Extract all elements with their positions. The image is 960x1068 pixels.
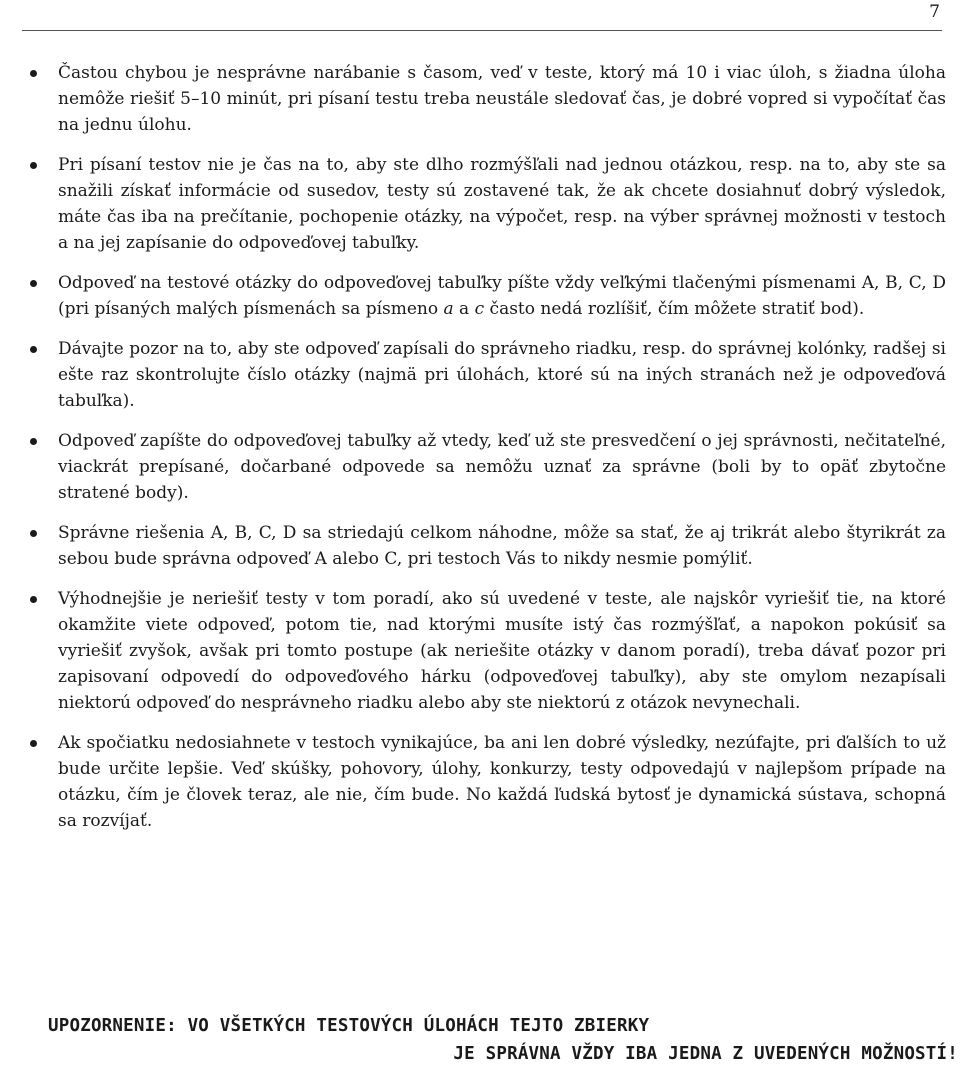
list-item-text: Správne riešenia A, B, C, D sa striedajú celkom náhodne, môže sa stať, že aj trikrát alebo štyrikrát za sebou bude správna odpoveď A alebo C, pri testoch Vás to nikdy nesmie pomýliť.	[58, 523, 946, 569]
warning-line-2: JE SPRÁVNA VŽDY IBA JEDNA Z UVEDENÝCH MOŽNOSTÍ!	[453, 1044, 958, 1064]
bullet-icon	[30, 70, 37, 77]
variable-a: a	[443, 299, 454, 319]
list-item-text: Výhodnejšie je neriešiť testy v tom poradí, ako sú uvedené v teste, ale najskôr vyriešiť tie, na ktoré okamžite viete odpoveď, potom tie, nad ktorými musíte istý čas rozmýšľať, a napokon pokúsiť sa vyriešiť zvyšok, avšak pri tomto postupe (ak neriešite otázky v danom poradí), treba dávať pozor pri zapisovaní odpovedí do odpoveďového hárku (odpoveďovej tabuľky), aby ste omylom nezapísali niektorú odpoveď do nesprávneho riadku alebo aby ste niektorú z otázok nevynechali.	[58, 589, 946, 713]
list-item-text: Pri písaní testov nie je čas na to, aby ste dlho rozmýšľali nad jednou otázkou, resp. na to, aby ste sa snažili získať informácie od susedov, testy sú zostavené tak, že ak chcete dosiahnuť dobrý výsledok, máte čas iba na prečítanie, pochopenie otázky, na výpočet, resp. na výber správnej možnosti v testoch a na jej zapísanie do odpoveďovej tabuľky.	[58, 155, 946, 253]
bullet-icon	[30, 162, 37, 169]
bullet-icon	[30, 740, 37, 747]
list-item	[18, 60, 946, 138]
list-item	[18, 730, 946, 834]
list-item	[18, 152, 946, 256]
bullet-icon	[30, 346, 37, 353]
variable-c: c	[474, 299, 485, 319]
list-item	[18, 336, 946, 414]
bullet-icon	[30, 280, 37, 287]
list-item-text: Odpoveď zapíšte do odpoveďovej tabuľky až vtedy, keď už ste presvedčení o jej správnosti, nečitateľné, viackrát prepísané, dočarbané odpovede sa nemôžu uznať za správne (boli by to opäť zbytočne stratené body).	[58, 431, 946, 503]
list-item-text-end: často nedá rozlíšiť, čím môžete stratiť bod).	[484, 299, 865, 319]
list-item	[18, 586, 946, 716]
list-item-text: Ak spočiatku nedosiahnete v testoch vynikajúce, ba ani len dobré výsledky, nezúfajte, pri ďalších to už bude určite lepšie. Veď skúšky, pohovory, úlohy, konkurzy, testy odpovedajú v najlepšom prípade na otázku, čím je človek teraz, ale nie, čím bude. No každá ľudská bytosť je dynamická sústava, schopná sa rozvíjať.	[58, 733, 946, 831]
page-number: 7	[929, 2, 940, 22]
list-item-text: Častou chybou je nesprávne narábanie s časom, veď v teste, ktorý má 10 i viac úloh, s žiadna úloha nemôže riešiť 5–10 minút, pri písaní testu treba neustále sledovať čas, je dobré vopred si vypočítať čas na jednu úlohu.	[58, 63, 946, 135]
warning-notice	[48, 1012, 958, 1068]
header-rule	[22, 30, 942, 31]
list-item	[18, 270, 946, 322]
bullet-icon	[30, 530, 37, 537]
list-item	[18, 520, 946, 572]
bullet-icon	[30, 596, 37, 603]
list-item-text-mid: a	[453, 299, 475, 319]
warning-line-1: UPOZORNENIE: VO VŠETKÝCH TESTOVÝCH ÚLOHÁCH TEJTO ZBIERKY	[48, 1016, 650, 1036]
list-item-text: Odpoveď na testové otázky do odpoveďovej tabuľky píšte vždy veľkými tlačenými písmenami A, B, C, D (pri písaných malých písmenách sa písmeno	[58, 273, 946, 319]
list-item	[18, 428, 946, 506]
bullet-list	[18, 60, 946, 848]
list-item-text: Dávajte pozor na to, aby ste odpoveď zapísali do správneho riadku, resp. do správnej kolónky, radšej si ešte raz skontrolujte číslo otázky (najmä pri úlohách, ktoré sú na iných stranách než je odpoveďová tabuľka).	[58, 339, 946, 411]
bullet-icon	[30, 438, 37, 445]
